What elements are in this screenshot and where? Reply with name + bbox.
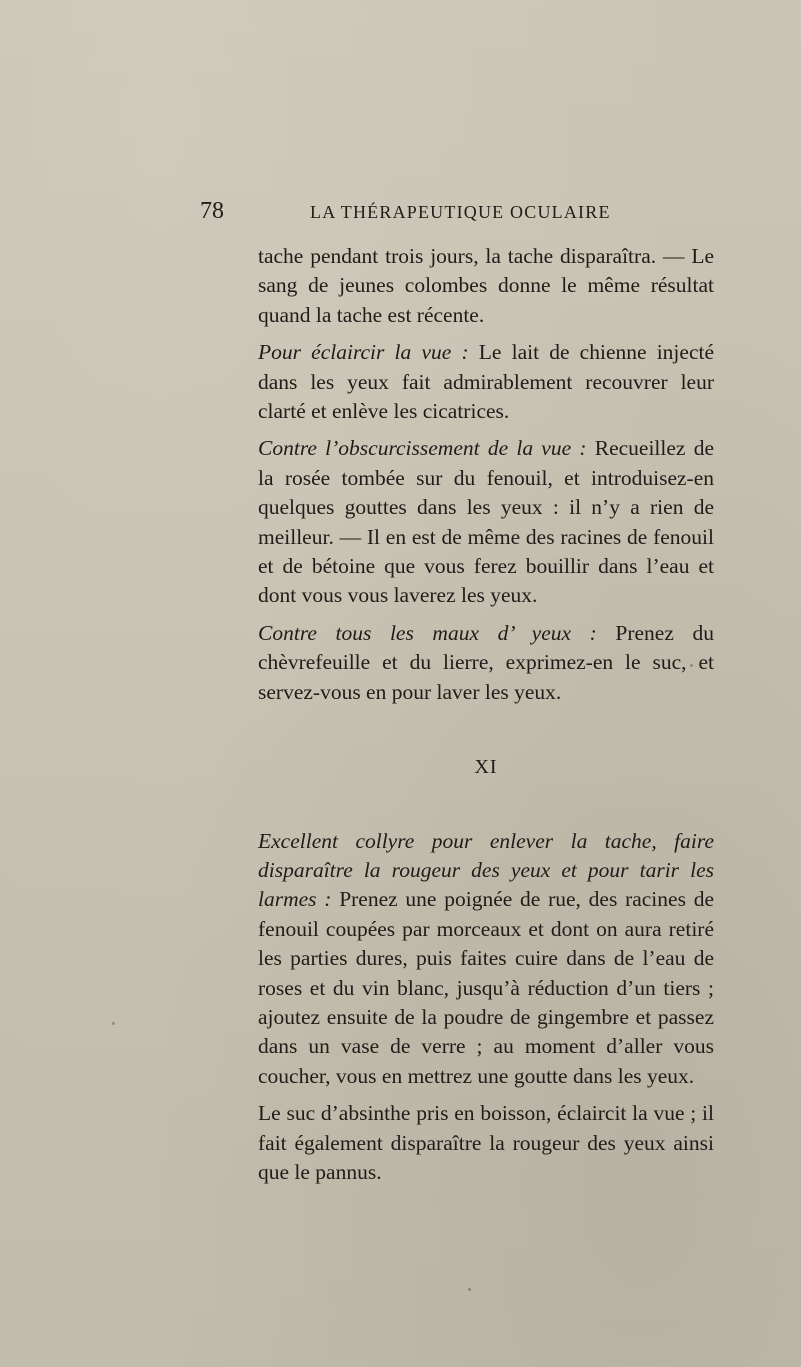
paragraph-lead: Contre tous les maux d’ yeux : [258, 620, 597, 645]
page-number: 78 [200, 198, 224, 224]
paragraph-text: Recueillez de la rosée tombée sur du fenouil, et introduisez-en quelques gouttes dans les yeux : il n’y a rien de meilleur. — Il en est de même des racines de fenouil et de bétoine que vous ferez bouillir dans l’eau et dont vous vous laverez les yeux. [258, 436, 714, 608]
paragraph-text: tache pendant trois jours, la tache disparaîtra. — Le sang de jeunes colombes donne le même résultat quand la tache est récente. [258, 244, 714, 327]
paragraph-eclaircir [258, 338, 714, 426]
paper-speck [112, 1022, 115, 1025]
paragraph-lead: Contre l’obscurcissement de la vue : [258, 436, 587, 461]
body-text [258, 242, 714, 1195]
paragraph-lead: Excellent collyre pour enlever la tache, faire disparaître la rougeur des yeux et pour tarir les larmes : [258, 828, 714, 912]
paragraph-lead: Pour éclaircir la vue : [258, 340, 469, 365]
running-head [200, 196, 760, 228]
paragraph-text: Prenez une poignée de rue, des racines de fenouil coupées par morceaux et dont on aura retiré les parties dures, puis faites cuire dans de l’eau de roses et du vin blanc, jusqu’à réduction d’un tiers ; ajoutez ensuite de la poudre de gingembre et passez dans un vase de verre ; au moment d’aller vous coucher, vous en mettrez une goutte dans les yeux. [258, 887, 714, 1088]
paper-speck [468, 1288, 471, 1291]
section-heading: XI [474, 756, 498, 779]
paragraph-text: Prenez du chèvrefeuille et du lierre, exprimez-en le suc, et servez-vous en pour laver les yeux. [258, 620, 714, 704]
running-title: LA THÉRAPEUTIQUE OCULAIRE [310, 202, 611, 222]
paragraph-maux-yeux [258, 619, 714, 707]
paragraph-continued [258, 242, 714, 330]
paragraph-obscurcissement [258, 434, 714, 610]
paragraph-absinthe [258, 1099, 714, 1187]
paragraph-text: Le lait de chienne injecté dans les yeux fait admirablement recouvrer leur clarté et enlève les cicatrices. [258, 340, 714, 424]
paragraph-text: Le suc d’absinthe pris en boisson, éclaircit la vue ; il fait également disparaître la rougeur des yeux ainsi que le pannus. [258, 1101, 714, 1184]
paragraph-collyre [258, 827, 714, 1092]
paper-speck [690, 664, 693, 667]
